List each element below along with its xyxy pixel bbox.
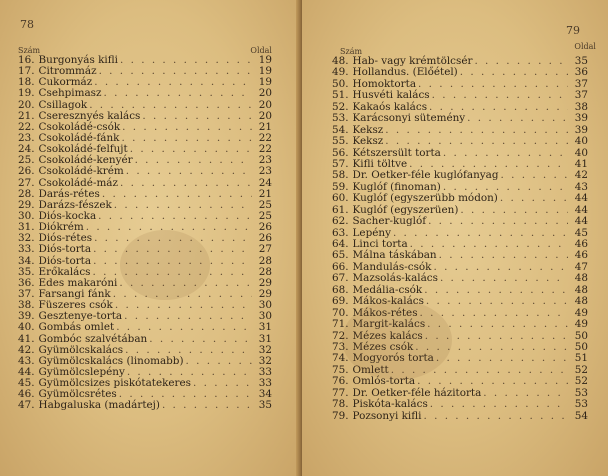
entry-page: 22: [258, 143, 272, 156]
entry-number: 36.: [18, 276, 35, 289]
entry-title: Citrommáz: [38, 65, 97, 78]
dot-leader: [115, 300, 252, 311]
dot-leader: [436, 353, 568, 364]
entry-page: 32: [258, 343, 272, 356]
dot-leader: [149, 334, 252, 345]
entry-number: 74.: [332, 352, 349, 365]
entry-title: Csehpimasz: [38, 87, 102, 100]
index-entry: [332, 216, 588, 227]
entry-number: 45.: [18, 377, 35, 390]
dot-leader: [424, 285, 568, 296]
entry-number: 57.: [332, 157, 349, 170]
dot-leader: [417, 376, 568, 387]
entry-number: 42.: [18, 343, 35, 356]
entry-title: Kuglóf (egyszerüen): [352, 203, 459, 216]
dot-leader: [439, 250, 568, 261]
entry-title: Hab- vagy krémtölcsér: [352, 55, 473, 67]
index-entry: [332, 399, 588, 410]
dot-leader: [103, 88, 252, 99]
dot-leader: [418, 79, 568, 90]
dot-leader: [116, 322, 252, 333]
entry-page: 46: [574, 249, 588, 262]
entry-number: 61.: [332, 203, 349, 216]
entry-title: Diós-rétes: [38, 232, 93, 245]
entry-title: Linci torta: [352, 238, 408, 250]
entry-number: 71.: [332, 318, 349, 331]
entry-page: 23: [258, 154, 272, 167]
entry-number: 51.: [332, 89, 349, 102]
entry-page: 24: [258, 176, 272, 189]
dot-leader: [126, 166, 252, 177]
entry-number: 77.: [332, 386, 349, 399]
entry-title: Mézes csók: [352, 340, 414, 353]
entry-page: 44: [574, 203, 588, 216]
index-entry: [18, 400, 272, 411]
entry-title: Husvéti kalács: [352, 89, 430, 102]
entry-page: 22: [258, 131, 272, 144]
dot-leader: [162, 400, 252, 411]
entry-title: Keksz: [352, 123, 384, 136]
entry-title: Farsangi fánk: [38, 287, 111, 300]
entry-title: Margit-kalács: [352, 318, 426, 331]
entry-number: 67.: [332, 272, 349, 285]
dot-leader: [501, 170, 569, 181]
entry-page: 42: [574, 169, 588, 182]
dot-leader: [122, 122, 252, 133]
entry-page: 33: [258, 365, 272, 378]
entry-page: 37: [574, 77, 588, 90]
dot-leader: [430, 399, 568, 410]
entry-title: Csokoládé-csók: [38, 120, 121, 133]
entry-title: Homoktorta: [352, 77, 417, 90]
dot-leader: [142, 111, 252, 122]
dot-leader: [121, 133, 252, 144]
szam-label: Szám: [340, 47, 363, 56]
entry-number: 40.: [18, 321, 35, 334]
entry-number: 30.: [18, 209, 35, 222]
dot-leader: [467, 113, 568, 124]
dot-leader: [385, 125, 568, 136]
entry-title: Sacher-kuglóf: [352, 215, 427, 228]
entry-page: 50: [574, 329, 588, 342]
page-number-right: 79: [566, 24, 580, 37]
index-entry: [18, 322, 272, 333]
entry-number: 60.: [332, 192, 349, 205]
entry-page: 19: [258, 76, 272, 89]
dot-leader: [433, 262, 568, 273]
entry-number: 28.: [18, 187, 35, 200]
entry-number: 78.: [332, 398, 349, 411]
dot-leader: [385, 136, 568, 147]
entry-title: Darázs-fészek: [38, 198, 112, 211]
entry-page: 43: [574, 180, 588, 193]
dot-leader: [432, 90, 568, 101]
entry-number: 54.: [332, 123, 349, 136]
entry-page: 53: [574, 386, 588, 399]
entry-title: Csokoládé-felfujt: [38, 143, 128, 156]
entry-number: 55.: [332, 135, 349, 148]
entry-number: 75.: [332, 363, 349, 376]
entry-number: 33.: [18, 243, 35, 256]
entry-title: Kétszersült torta: [352, 146, 441, 159]
entry-title: Kakaós kalács: [352, 100, 428, 113]
dot-leader: [102, 189, 252, 200]
entry-page: 40: [574, 146, 588, 159]
entry-title: Gyümölcslepény: [38, 365, 125, 378]
entry-page: 39: [574, 112, 588, 125]
entry-title: Dr. Oetker-féle kuglófanyag: [352, 169, 499, 182]
entry-title: Omlós-torta: [352, 375, 416, 388]
entry-page: 39: [574, 123, 588, 136]
entry-number: 58.: [332, 169, 349, 182]
entry-page: 23: [258, 165, 272, 178]
index-entry: [332, 193, 588, 204]
dot-leader: [186, 356, 253, 367]
entry-page: 46: [574, 238, 588, 250]
entry-title: Mandulás-csók: [352, 260, 432, 273]
entry-number: 50.: [332, 77, 349, 90]
entry-number: 39.: [18, 310, 35, 323]
entry-title: Csillagok: [38, 98, 88, 111]
entry-title: Cukormáz: [38, 76, 93, 89]
entry-title: Keksz: [352, 135, 384, 148]
entry-title: Piskóta-kalács: [352, 398, 428, 411]
entry-page: 44: [574, 215, 588, 228]
entry-number: 73.: [332, 340, 349, 353]
entry-number: 18.: [18, 76, 35, 89]
entry-page: 37: [574, 89, 588, 102]
dot-leader: [474, 56, 568, 67]
entry-title: Mazsolás-kalács: [352, 272, 438, 285]
entry-page: 45: [574, 226, 588, 239]
entry-title: Gyümölcsrétes: [38, 388, 117, 401]
entry-page: 30: [258, 299, 272, 312]
entry-title: Gombóc szalvétában: [38, 332, 148, 345]
entry-page: 28: [258, 265, 272, 278]
entry-title: Csokoládé-máz: [38, 176, 118, 189]
entry-title: Gombás omlet: [38, 321, 115, 334]
index-entry: [332, 411, 588, 422]
entry-number: 47.: [18, 399, 35, 412]
right-page: [302, 0, 608, 476]
dot-leader: [460, 205, 568, 216]
entry-title: Füszeres csók: [38, 299, 113, 312]
entry-number: 26.: [18, 165, 35, 178]
entry-number: 27.: [18, 176, 35, 189]
index-entry: [332, 113, 588, 124]
dot-leader: [483, 388, 568, 399]
oldal-label: Oldal: [250, 46, 272, 55]
entry-number: 48.: [332, 55, 349, 67]
entry-number: 29.: [18, 198, 35, 211]
entry-number: 31.: [18, 221, 35, 234]
entry-number: 38.: [18, 299, 35, 312]
entry-title: Burgonyás kifli: [38, 54, 118, 66]
entry-number: 19.: [18, 87, 35, 100]
entry-page: 31: [258, 321, 272, 334]
left-page: [0, 0, 300, 476]
entry-title: Gyümölcsizes piskótatekeres: [38, 377, 192, 390]
entry-title: Kifli töltve: [352, 157, 408, 170]
entry-page: 32: [258, 354, 272, 367]
entry-page: 36: [574, 66, 588, 79]
dot-leader: [440, 273, 568, 284]
entry-page: 54: [574, 409, 588, 422]
entry-page: 51: [574, 352, 588, 365]
entry-title: Hollandus. (Előétel): [352, 66, 458, 79]
dot-leader: [114, 200, 252, 211]
entry-title: Mézes kalács: [352, 329, 423, 342]
entry-title: Csokoládé-kenyér: [38, 154, 133, 167]
entry-title: Gyümölcskalács (linomabb): [38, 354, 184, 367]
entry-title: Habgaluska (madártej): [38, 399, 160, 412]
entry-page: 26: [258, 232, 272, 245]
entry-title: Edes makaróni: [38, 276, 118, 289]
entry-page: 49: [574, 318, 588, 331]
dot-leader: [124, 311, 252, 322]
entry-page: 28: [258, 254, 272, 267]
entry-page: 48: [574, 283, 588, 296]
index-entry: [332, 136, 588, 147]
entry-title: Gesztenye-torta: [38, 310, 123, 323]
entry-number: 16.: [18, 54, 35, 66]
index-entry: [18, 334, 272, 345]
entry-page: 35: [258, 399, 272, 412]
dot-leader: [99, 66, 252, 77]
entry-page: 34: [258, 388, 272, 401]
entry-page: 27: [258, 243, 272, 256]
entry-page: 33: [258, 377, 272, 390]
entry-number: 20.: [18, 98, 35, 111]
entry-title: Dr. Oetker-féle házitorta: [352, 386, 482, 399]
entry-page: 19: [258, 65, 272, 78]
entry-number: 49.: [332, 66, 349, 79]
entry-title: Diós-torta: [38, 254, 92, 267]
entry-page: 49: [574, 306, 588, 319]
entry-number: 79.: [332, 409, 349, 422]
entry-number: 53.: [332, 112, 349, 125]
entry-title: Mákos-kalács: [352, 295, 424, 308]
entry-title: Medália-csók: [352, 283, 423, 296]
dot-leader: [443, 148, 568, 159]
entry-number: 34.: [18, 254, 35, 267]
entry-page: 20: [258, 87, 272, 100]
entry-number: 52.: [332, 100, 349, 113]
entry-page: 35: [574, 55, 588, 67]
entry-title: Kuglóf (finoman): [352, 180, 441, 193]
entry-page: 38: [574, 100, 588, 113]
entry-page: 44: [574, 192, 588, 205]
dot-leader: [120, 178, 252, 189]
dot-leader: [135, 155, 252, 166]
entry-page: 53: [574, 398, 588, 411]
entry-number: 25.: [18, 154, 35, 167]
dot-leader: [98, 211, 252, 222]
entry-page: 52: [574, 363, 588, 376]
entry-title: Csokoládé-fánk: [38, 131, 120, 144]
page-number-left: 78: [20, 18, 34, 31]
entry-number: 24.: [18, 143, 35, 156]
entry-title: Mákos-rétes: [352, 306, 418, 319]
entry-page: 26: [258, 221, 272, 234]
entry-page: 20: [258, 98, 272, 111]
entry-title: Málna táskában: [352, 249, 437, 262]
entry-number: 65.: [332, 249, 349, 262]
dot-leader: [500, 193, 568, 204]
entry-number: 21.: [18, 109, 35, 122]
dot-leader: [426, 296, 568, 307]
index-entry: [332, 376, 588, 387]
entry-title: Diós-kocka: [38, 209, 97, 222]
entry-title: Diós-torta: [38, 243, 92, 256]
entry-number: 35.: [18, 265, 35, 278]
entry-page: 25: [258, 209, 272, 222]
dot-leader: [428, 216, 568, 227]
dot-leader: [393, 228, 568, 239]
entry-number: 62.: [332, 215, 349, 228]
dot-leader: [423, 411, 568, 422]
dot-leader: [460, 67, 568, 78]
entry-page: 41: [574, 157, 588, 170]
entry-title: Gyümölcskalács: [38, 343, 124, 356]
entry-number: 72.: [332, 329, 349, 342]
entry-title: Lepény: [352, 226, 391, 239]
index-entry: [18, 166, 272, 177]
entry-title: Mogyorós torta: [352, 352, 434, 365]
entry-title: Diókrém: [38, 221, 84, 234]
entry-number: 64.: [332, 238, 349, 250]
entry-title: Darás-rétes: [38, 187, 100, 200]
entry-page: 30: [258, 310, 272, 323]
entry-page: 31: [258, 332, 272, 345]
entry-number: 22.: [18, 120, 35, 133]
entry-page: 47: [574, 260, 588, 273]
entry-number: 37.: [18, 287, 35, 300]
index-entry: [18, 88, 272, 99]
entry-number: 44.: [18, 365, 35, 378]
entry-page: 19: [258, 54, 272, 66]
entry-title: Erőkalács: [38, 265, 91, 278]
entry-number: 23.: [18, 131, 35, 144]
entry-title: Omlett: [352, 363, 389, 376]
entry-number: 17.: [18, 65, 35, 78]
entry-page: 48: [574, 295, 588, 308]
dot-leader: [193, 378, 252, 389]
entry-title: Kuglóf (egyszerübb módon): [352, 192, 498, 205]
entry-page: 21: [258, 187, 272, 200]
oldal-label: Oldal: [574, 42, 596, 51]
entry-number: 32.: [18, 232, 35, 245]
entry-page: 50: [574, 340, 588, 353]
entry-number: 56.: [332, 146, 349, 159]
entry-number: 66.: [332, 260, 349, 273]
entry-page: 48: [574, 272, 588, 285]
entry-title: Cseresznyés kalács: [38, 109, 141, 122]
entry-title: Pozsonyi kifli: [352, 409, 422, 422]
entry-page: 20: [258, 109, 272, 122]
entry-number: 59.: [332, 180, 349, 193]
entry-page: 52: [574, 375, 588, 388]
entry-number: 70.: [332, 306, 349, 319]
entry-number: 69.: [332, 295, 349, 308]
entry-number: 43.: [18, 354, 35, 367]
entry-number: 76.: [332, 375, 349, 388]
entry-number: 46.: [18, 388, 35, 401]
entry-title: Karácsonyi sütemény: [352, 112, 466, 125]
entry-page: 29: [258, 276, 272, 289]
entry-page: 21: [258, 120, 272, 133]
dot-leader: [94, 77, 252, 88]
dot-leader: [120, 55, 252, 66]
entry-page: 29: [258, 287, 272, 300]
entry-page: 40: [574, 135, 588, 148]
entry-number: 41.: [18, 332, 35, 345]
entry-number: 63.: [332, 226, 349, 239]
entry-title: Csokoládé-krém: [38, 165, 124, 178]
entry-number: 68.: [332, 283, 349, 296]
entry-page: 25: [258, 198, 272, 211]
szam-label: Szám: [18, 46, 41, 55]
dot-leader: [130, 144, 252, 155]
